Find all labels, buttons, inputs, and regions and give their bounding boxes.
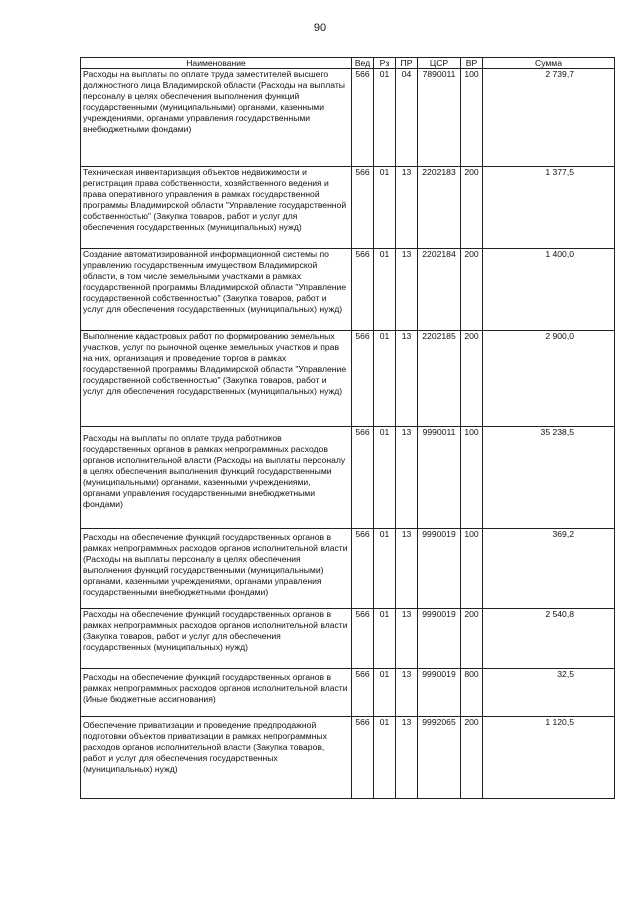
row-pr: 13 — [396, 609, 418, 669]
row-pr: 13 — [396, 717, 418, 799]
table-row — [81, 167, 615, 249]
table-row — [81, 427, 615, 529]
row-vr: 200 — [461, 331, 483, 427]
row-pr: 04 — [396, 69, 418, 167]
row-name: Расходы на выплаты по оплате труда работников государственных органов в рамках непрограммных расходов органов исполнительной власти (Расходы на выплаты персоналу в целях обеспечения выполнения функций государственными (муниципальными) органами, казенными учреждениями, органами управления государственными внебюджетными фондами) — [81, 427, 352, 529]
row-name: Расходы на выплаты по оплате труда заместителей высшего должностного лица Владимирской области (Расходы на выплаты персоналу в целях обеспечения выполнения функций государственными (муниципальными) органами, казенными учреждениями, органами управления государственными внебюджетными фондами) — [81, 69, 352, 167]
row-vr: 200 — [461, 167, 483, 249]
row-sum: 1 400,0 — [483, 249, 615, 331]
row-csr: 2202185 — [418, 331, 461, 427]
row-pr: 13 — [396, 529, 418, 609]
row-rz: 01 — [374, 249, 396, 331]
row-name: Обеспечение приватизации и проведение предпродажной подготовки объектов приватизации в рамках непрограммных расходов органов исполнительной власти (Закупка товаров, работ и услуг для обеспечения государственных (муниципальных) нужд) — [81, 717, 352, 799]
row-vr: 200 — [461, 717, 483, 799]
table-row — [81, 249, 615, 331]
header-csr: ЦСР — [418, 58, 461, 69]
header-ved: Вед — [352, 58, 374, 69]
row-rz: 01 — [374, 69, 396, 167]
row-vr: 200 — [461, 609, 483, 669]
header-pr: ПР — [396, 58, 418, 69]
header-vr: ВР — [461, 58, 483, 69]
row-rz: 01 — [374, 427, 396, 529]
row-rz: 01 — [374, 717, 396, 799]
row-csr: 9992065 — [418, 717, 461, 799]
row-name: Техническая инвентаризация объектов недвижимости и регистрация права собственности, хозяйственного ведения и права оперативного управления в рамках государственной программы Владимирской области "Управление государственной собственностью" (Закупка товаров, работ и услуг для обеспечения государственных (муниципальных) нужд) — [81, 167, 352, 249]
page-number: 90 — [313, 22, 327, 34]
row-rz: 01 — [374, 669, 396, 717]
row-csr: 9990011 — [418, 427, 461, 529]
row-name: Расходы на обеспечение функций государственных органов в рамках непрограммных расходов органов исполнительной власти (Расходы на выплаты персоналу в целях обеспечения выполнения функций государственными (муниципальными) органами, казенными учреждениями, органами управления государственными внебюджетными фондами) — [81, 529, 352, 609]
row-name: Выполнение кадастровых работ по формированию земельных участков, услуг по рыночной оценке земельных участков и прав на них, организация и проведение торгов в рамках государственной программы Владимирской области "Управление государственной собственностью" (Закупка товаров, работ и услуг для обеспечения государственных (муниципальных) нужд) — [81, 331, 352, 427]
row-csr: 9990019 — [418, 529, 461, 609]
row-ved: 566 — [352, 331, 374, 427]
row-sum: 32,5 — [483, 669, 615, 717]
row-sum: 1 120,5 — [483, 717, 615, 799]
table-row — [81, 717, 615, 799]
table-row — [81, 69, 615, 167]
header-rz: Рз — [374, 58, 396, 69]
row-rz: 01 — [374, 331, 396, 427]
table-row — [81, 331, 615, 427]
row-csr: 7890011 — [418, 69, 461, 167]
row-ved: 566 — [352, 427, 374, 529]
row-ved: 566 — [352, 69, 374, 167]
row-pr: 13 — [396, 331, 418, 427]
header-name: Наименование — [81, 58, 352, 69]
row-csr: 2202183 — [418, 167, 461, 249]
row-sum: 1 377,5 — [483, 167, 615, 249]
row-csr: 9990019 — [418, 609, 461, 669]
row-vr: 800 — [461, 669, 483, 717]
row-ved: 566 — [352, 167, 374, 249]
row-vr: 200 — [461, 249, 483, 331]
row-pr: 13 — [396, 249, 418, 331]
row-csr: 2202184 — [418, 249, 461, 331]
row-name: Расходы на обеспечение функций государственных органов в рамках непрограммных расходов органов исполнительной власти (Иные бюджетные ассигнования) — [81, 669, 352, 717]
table-row — [81, 529, 615, 609]
row-pr: 13 — [396, 669, 418, 717]
row-ved: 566 — [352, 249, 374, 331]
row-pr: 13 — [396, 427, 418, 529]
row-rz: 01 — [374, 529, 396, 609]
table-row — [81, 609, 615, 669]
row-rz: 01 — [374, 609, 396, 669]
row-csr: 9990019 — [418, 669, 461, 717]
row-sum: 2 900,0 — [483, 331, 615, 427]
row-vr: 100 — [461, 427, 483, 529]
row-pr: 13 — [396, 167, 418, 249]
budget-table — [80, 57, 615, 799]
header-sum: Сумма — [483, 58, 615, 69]
row-ved: 566 — [352, 529, 374, 609]
table-header-row — [81, 58, 615, 69]
row-sum: 2 739,7 — [483, 69, 615, 167]
row-vr: 100 — [461, 69, 483, 167]
row-ved: 566 — [352, 717, 374, 799]
table-row — [81, 669, 615, 717]
row-ved: 566 — [352, 669, 374, 717]
row-ved: 566 — [352, 609, 374, 669]
row-rz: 01 — [374, 167, 396, 249]
row-sum: 369,2 — [483, 529, 615, 609]
row-sum: 2 540,8 — [483, 609, 615, 669]
row-name: Расходы на обеспечение функций государственных органов в рамках непрограммных расходов органов исполнительной власти (Закупка товаров, работ и услуг для обеспечения государственных (муниципальных) нужд) — [81, 609, 352, 669]
row-name: Создание автоматизированной информационной системы по управлению государственным имуществом Владимирской области, в том числе земельными участками в рамках государственной программы Владимирской области "Управление государственной собственностью" (Закупка товаров, работ и услуг для обеспечения государственных (муниципальных) нужд) — [81, 249, 352, 331]
row-vr: 100 — [461, 529, 483, 609]
row-sum: 35 238,5 — [483, 427, 615, 529]
